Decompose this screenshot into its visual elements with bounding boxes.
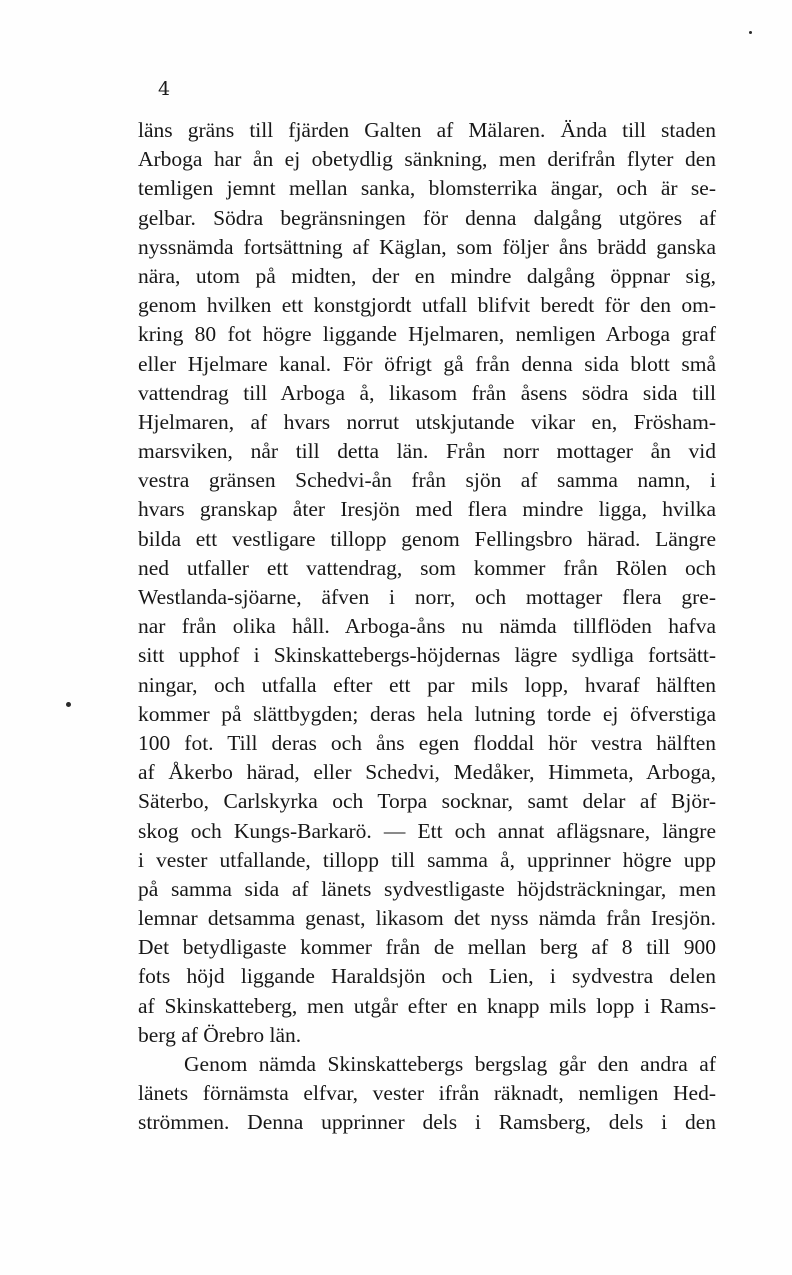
text-line: nar från olika håll. Arboga-åns nu nämda tillflöden hafva: [138, 614, 716, 639]
text-line: genom hvilken ett konstgjordt utfall blifvit beredt för den om-: [138, 293, 716, 318]
text-line: temligen jemnt mellan sanka, blomsterrika ängar, och är se-: [138, 176, 716, 201]
text-line: lemnar detsamma genast, likasom det nyss nämda från Iresjön.: [138, 906, 716, 931]
text-line: strömmen. Denna upprinner dels i Ramsberg, dels i den: [138, 1110, 716, 1135]
text-line: skog och Kungs-Barkarö. — Ett och annat aflägsnare, längre: [138, 818, 716, 843]
text-line: kommer på slättbygden; deras hela lutning torde ej öfverstiga: [138, 701, 716, 726]
text-line: Arboga har ån ej obetydlig sänkning, men derifrån flyter den: [138, 147, 716, 172]
text-line: gelbar. Södra begränsningen för denna dalgång utgöres af: [138, 205, 716, 230]
text-line: Säterbo, Carlskyrka och Torpa socknar, samt delar af Björ-: [138, 789, 716, 814]
ink-speck: [749, 31, 752, 34]
text-line: läns gräns till fjärden Galten af Mälaren. Ända till staden: [138, 118, 716, 142]
text-line: nära, utom på midten, der en mindre dalgång öppnar sig,: [138, 263, 716, 288]
text-line: Westlanda-sjöarne, äfven i norr, och mottager flera gre-: [138, 585, 716, 609]
text-line: fots höjd liggande Haraldsjön och Lien, i sydvestra delen: [138, 964, 716, 989]
text-line: af Åkerbo härad, eller Schedvi, Medåker, Himmeta, Arboga,: [138, 760, 716, 785]
text-line: ned utfaller ett vattendrag, som kommer från Rölen och: [138, 555, 716, 580]
text-line: hvars granskap åter Iresjön med flera mindre ligga, hvilka: [138, 497, 716, 522]
text-line: kring 80 fot högre liggande Hjelmaren, nemligen Arboga graf: [138, 322, 716, 347]
text-line: marsviken, når till detta län. Från norr mottager ån vid: [138, 439, 716, 464]
text-line: i vester utfallande, tillopp till samma å, upprinner högre upp: [138, 847, 716, 872]
text-line: på samma sida af länets sydvestligaste höjdsträckningar, men: [138, 876, 716, 901]
text-line: vattendrag till Arboga å, likasom från åsens södra sida till: [138, 380, 716, 405]
text-line: länets förnämsta elfvar, vester ifrån räknadt, nemligen Hed-: [138, 1081, 716, 1106]
text-line: sitt upphof i Skinskattebergs-höjdernas lägre sydliga fortsätt-: [138, 643, 716, 668]
text-line: eller Hjelmare kanal. För öfrigt gå från denna sida blott små: [138, 351, 716, 376]
text-line: 100 fot. Till deras och åns egen floddal hör vestra hälften: [138, 730, 716, 755]
text-line: berg af Örebro län.: [138, 1022, 302, 1047]
text-line: ningar, och utfalla efter ett par mils lopp, hvaraf hälften: [138, 672, 716, 697]
text-line: bilda ett vestligare tillopp genom Fellingsbro härad. Längre: [138, 526, 716, 551]
text-line: Det betydligaste kommer från de mellan berg af 8 till 900: [138, 935, 716, 960]
text-line: nyssnämda fortsättning af Käglan, som följer åns brädd ganska: [138, 234, 716, 259]
ink-speck: [66, 702, 71, 707]
body-text: [138, 116, 716, 1138]
text-line: af Skinskatteberg, men utgår efter en knapp mils lopp i Rams-: [138, 993, 716, 1018]
text-line: Hjelmaren, af hvars norrut utskjutande vikar en, Frösham-: [138, 409, 716, 434]
page-number: 4: [158, 78, 171, 100]
paragraph-start-line: Genom nämda Skinskattebergs bergslag går den andra af: [184, 1052, 716, 1076]
text-line: vestra gränsen Schedvi-ån från sjön af samma namn, i: [138, 468, 716, 493]
